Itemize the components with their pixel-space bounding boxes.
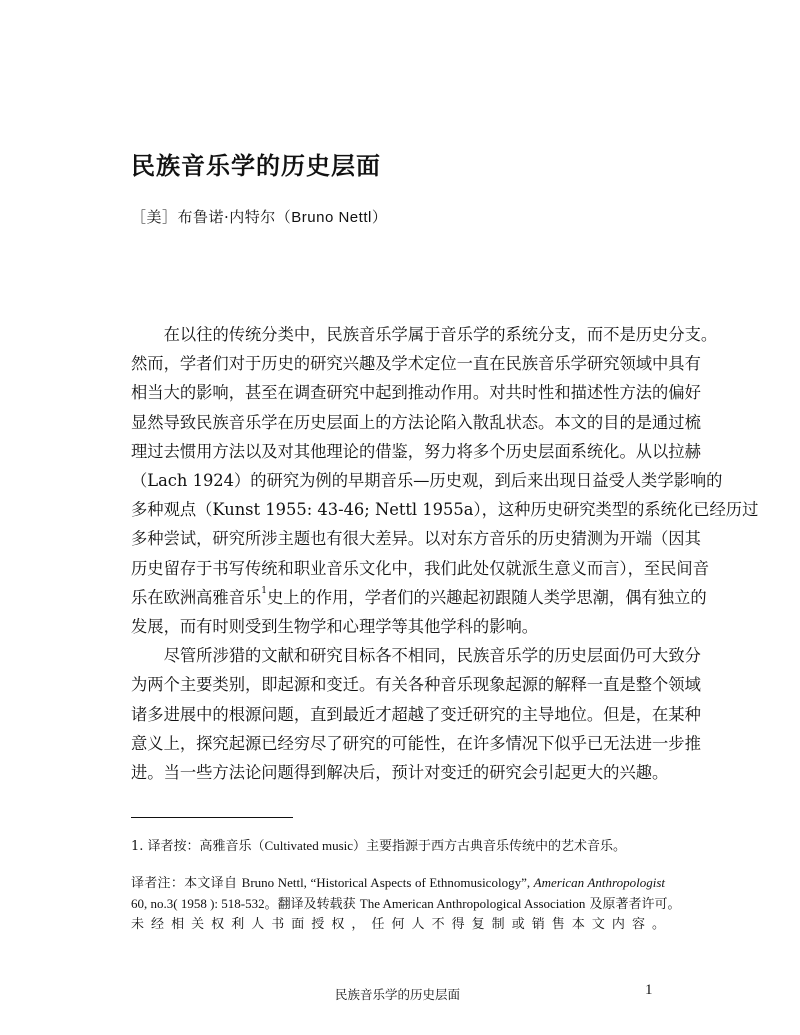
tn-association: The American Anthropological Association	[359, 896, 586, 911]
body-line: 进。当一些方法论问题得到解决后，预计对变迁的研究会引起更大的兴趣。	[131, 763, 669, 783]
running-footer-title: 民族音乐学的历史层面	[335, 987, 461, 1002]
footnote-divider	[131, 817, 293, 818]
author-line	[131, 206, 387, 227]
footnote-1	[131, 835, 626, 854]
body-line: 诸多进展中的根源问题，直到最近才超越了变迁研究的主导地位。但是，在某种	[131, 704, 701, 724]
page-number: 1	[645, 982, 653, 998]
tn-label: 译者注：本文译自	[131, 876, 242, 891]
translator-note-line-2	[131, 894, 681, 915]
body-line: 多种尝试，研究所涉主题也有很大差异。以对东方音乐的历史猜测为开端（因其	[131, 529, 701, 549]
body-line: 多种观点（Kunst 1955: 43-46; Nettl 1955a），这种历史研究类型的系统化已经历过	[131, 500, 759, 520]
body-line: 意义上，探究起源已经穷尽了研究的可能性，在许多情况下似乎已无法进一步推	[131, 733, 701, 753]
body-line: 然而，学者们对于历史的研究兴趣及学术定位一直在民族音乐学研究领域中具有	[131, 354, 701, 374]
body-line: 尽管所涉猎的文献和研究目标各不相同，民族音乐学的历史层面仍可大致分	[163, 646, 701, 666]
footnote-ref-1[interactable]: 1	[261, 586, 267, 597]
tn-permission: 翻译及转载获	[277, 897, 360, 912]
author-paren-close: ）	[371, 208, 388, 226]
body-line-with-footnote	[131, 583, 707, 612]
body-line: 在以往的传统分类中，民族音乐学属于音乐学的系统分支，而不是历史分支。	[163, 325, 718, 344]
article-body	[131, 320, 759, 787]
paragraph-1	[131, 320, 759, 641]
body-line: 理过去惯用方法以及对其他理论的借鉴，努力将多个历史层面系统化。从以拉赫	[131, 441, 701, 461]
body-line: 历史留存于书写传统和职业音乐文化中，我们此处仅就派生意义而言），至民间音	[131, 558, 709, 578]
translator-note-line-1	[131, 873, 665, 894]
body-line: （Lach 1924）的研究为例的早期音乐—历史观，到后来出现日益受人类学影响的	[131, 471, 723, 491]
translator-note	[131, 873, 681, 935]
body-line: 显然导致民族音乐学在历史层面上的方法论陷入散乱状态。本文的目的是通过梳	[131, 412, 701, 432]
author-name-cn: ［美］布鲁诺·内特尔（	[131, 208, 292, 226]
body-line: 发展，而有时则受到生物学和心理学等其他学科的影响。	[131, 617, 539, 637]
footnote-1-term: Cultivated music	[264, 838, 354, 853]
body-line: 为两个主要类别，即起源和变迁。有关各种音乐现象起源的解释一直是整个领域	[131, 675, 701, 695]
body-text: 史上的作用，学者们的兴趣起初跟随人类学思潮，偶有独立的	[267, 587, 707, 607]
footnote-1-prefix: 1. 译者按：高雅音乐（	[131, 839, 265, 854]
article-title: 民族音乐学的历史层面	[131, 152, 381, 180]
author-name-latin: Bruno Nettl	[291, 209, 372, 226]
paragraph-2	[131, 641, 701, 787]
tn-permission-end: 及原著者许可。	[585, 897, 681, 912]
body-text: 乐在欧洲高雅音乐	[131, 587, 262, 607]
translator-note-line-3: 未经相关权利人书面授权，任何人不得复制或销售本文内容。	[131, 917, 665, 932]
tn-journal: American Anthropologist	[533, 875, 665, 890]
footnote-1-suffix: ）主要指源于西方古典音乐传统中的艺术音乐。	[353, 839, 627, 854]
tn-citation: Bruno Nettl, “Historical Aspects of Ethnomusicology”,	[241, 875, 534, 890]
body-line: 相当大的影响，甚至在调查研究中起到推动作用。对共时性和描述性方法的偏好	[131, 383, 701, 403]
tn-volume: 60, no.3( 1958 ): 518-532。	[131, 896, 278, 911]
